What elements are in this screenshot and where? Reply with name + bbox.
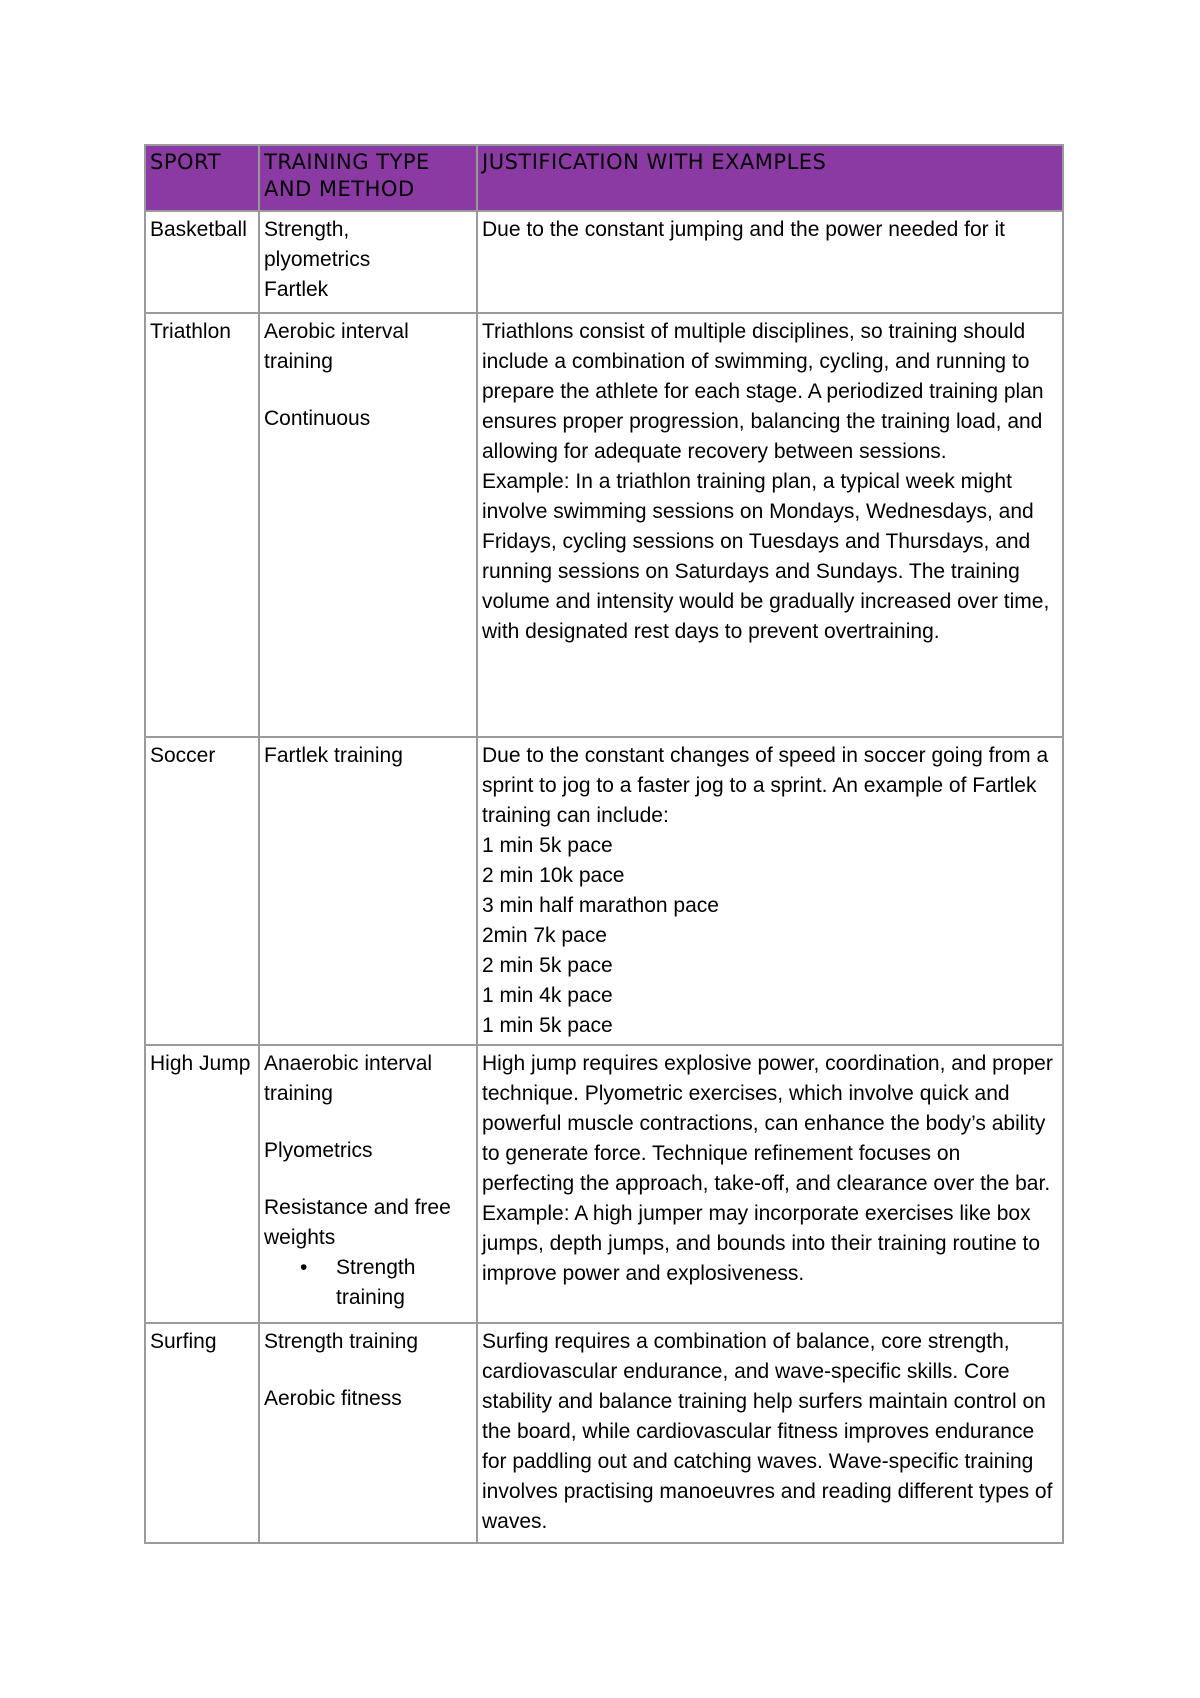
training-line: Aerobic interval training (264, 320, 409, 373)
training-cell (259, 211, 477, 313)
pace-item: 1 min 5k pace (482, 834, 613, 857)
pace-item: 2min 7k pace (482, 924, 607, 947)
training-sublist (264, 1253, 472, 1313)
justification-cell (477, 211, 1063, 313)
training-line: Plyometrics (264, 1139, 373, 1162)
justification-text: High jump requires explosive power, coordination, and proper technique. Plyometric exercises, which involve quick and powerful muscle contractions, can enhance the body’s ability to generate force. Technique refinement focuses on perfecting the approach, take-off, and clearance over the bar. (482, 1052, 1053, 1195)
justification-text: Due to the constant changes of speed in soccer going from a sprint to jog to a faster jog to a sprint. An example of Fartlek training can include: (482, 744, 1049, 827)
training-line: plyometrics (264, 248, 371, 271)
training-table (144, 144, 1064, 1544)
training-line: Aerobic fitness (264, 1387, 402, 1410)
table-row (145, 1323, 1063, 1543)
sport-cell: High Jump (145, 1045, 259, 1323)
justification-cell (477, 1323, 1063, 1543)
table-header-row (145, 145, 1063, 211)
sport-cell: Triathlon (145, 313, 259, 737)
training-line: Anaerobic interval training (264, 1052, 433, 1105)
sport-cell: Basketball (145, 211, 259, 313)
justification-cell (477, 1045, 1063, 1323)
justification-text: Triathlons consist of multiple disciplines, so training should include a combination of swimming, cycling, and running to prepare the athlete for each stage. A periodized training plan ensures proper progression, balancing the training load, and allowing for adequate recovery between sessions. (482, 320, 1044, 463)
training-line: Fartlek (264, 278, 329, 301)
table-row (145, 211, 1063, 313)
justification-example: Example: A high jumper may incorporate exercises like box jumps, depth jumps, and bounds into their training routine to improve power and explosiveness. (482, 1202, 1041, 1285)
sport-cell: Soccer (145, 737, 259, 1045)
header-justification: JUSTIFICATION WITH EXAMPLES (477, 145, 1063, 211)
pace-item: 3 min half marathon pace (482, 894, 719, 917)
justification-text: Due to the constant jumping and the power needed for it (482, 218, 1006, 241)
justification-text: Surfing requires a combination of balance, core strength, cardiovascular endurance, and wave-specific skills. Core stability and balance training help surfers maintain control on the board, while cardiovascular fitness improves endurance for paddling out and catching waves. Wave-specific training involves practising manoeuvres and reading different types of waves. (482, 1330, 1053, 1533)
training-cell (259, 1323, 477, 1543)
training-line: Resistance and free weights (264, 1196, 451, 1249)
pace-item: 1 min 5k pace (482, 1014, 613, 1037)
table-row (145, 313, 1063, 737)
justification-example: Example: In a triathlon training plan, a typical week might involve swimming sessions on Mondays, Wednesdays, and Fridays, cycling sessions on Tuesdays and Thursdays, and running sessions on Saturdays and Sundays. The training volume and intensity would be gradually increased over time, with designated rest days to prevent overtraining. (482, 470, 1050, 643)
training-line: Fartlek training (264, 744, 403, 767)
table-row (145, 1045, 1063, 1323)
sublist-text: Strength training (336, 1256, 416, 1309)
training-line: Continuous (264, 407, 371, 430)
training-line: Strength, (264, 218, 350, 241)
header-sport: SPORT (145, 145, 259, 211)
justification-cell (477, 313, 1063, 737)
pace-item: 1 min 4k pace (482, 984, 613, 1007)
training-cell (259, 313, 477, 737)
pace-item: 2 min 10k pace (482, 864, 625, 887)
list-item (300, 1253, 472, 1313)
training-cell (259, 1045, 477, 1323)
pace-item: 2 min 5k pace (482, 954, 613, 977)
justification-cell (477, 737, 1063, 1045)
sport-cell: Surfing (145, 1323, 259, 1543)
bullet-icon: • (300, 1256, 308, 1279)
training-line: Strength training (264, 1330, 419, 1353)
table-row (145, 737, 1063, 1045)
header-training-type: TRAINING TYPE AND METHOD (259, 145, 477, 211)
training-cell (259, 737, 477, 1045)
